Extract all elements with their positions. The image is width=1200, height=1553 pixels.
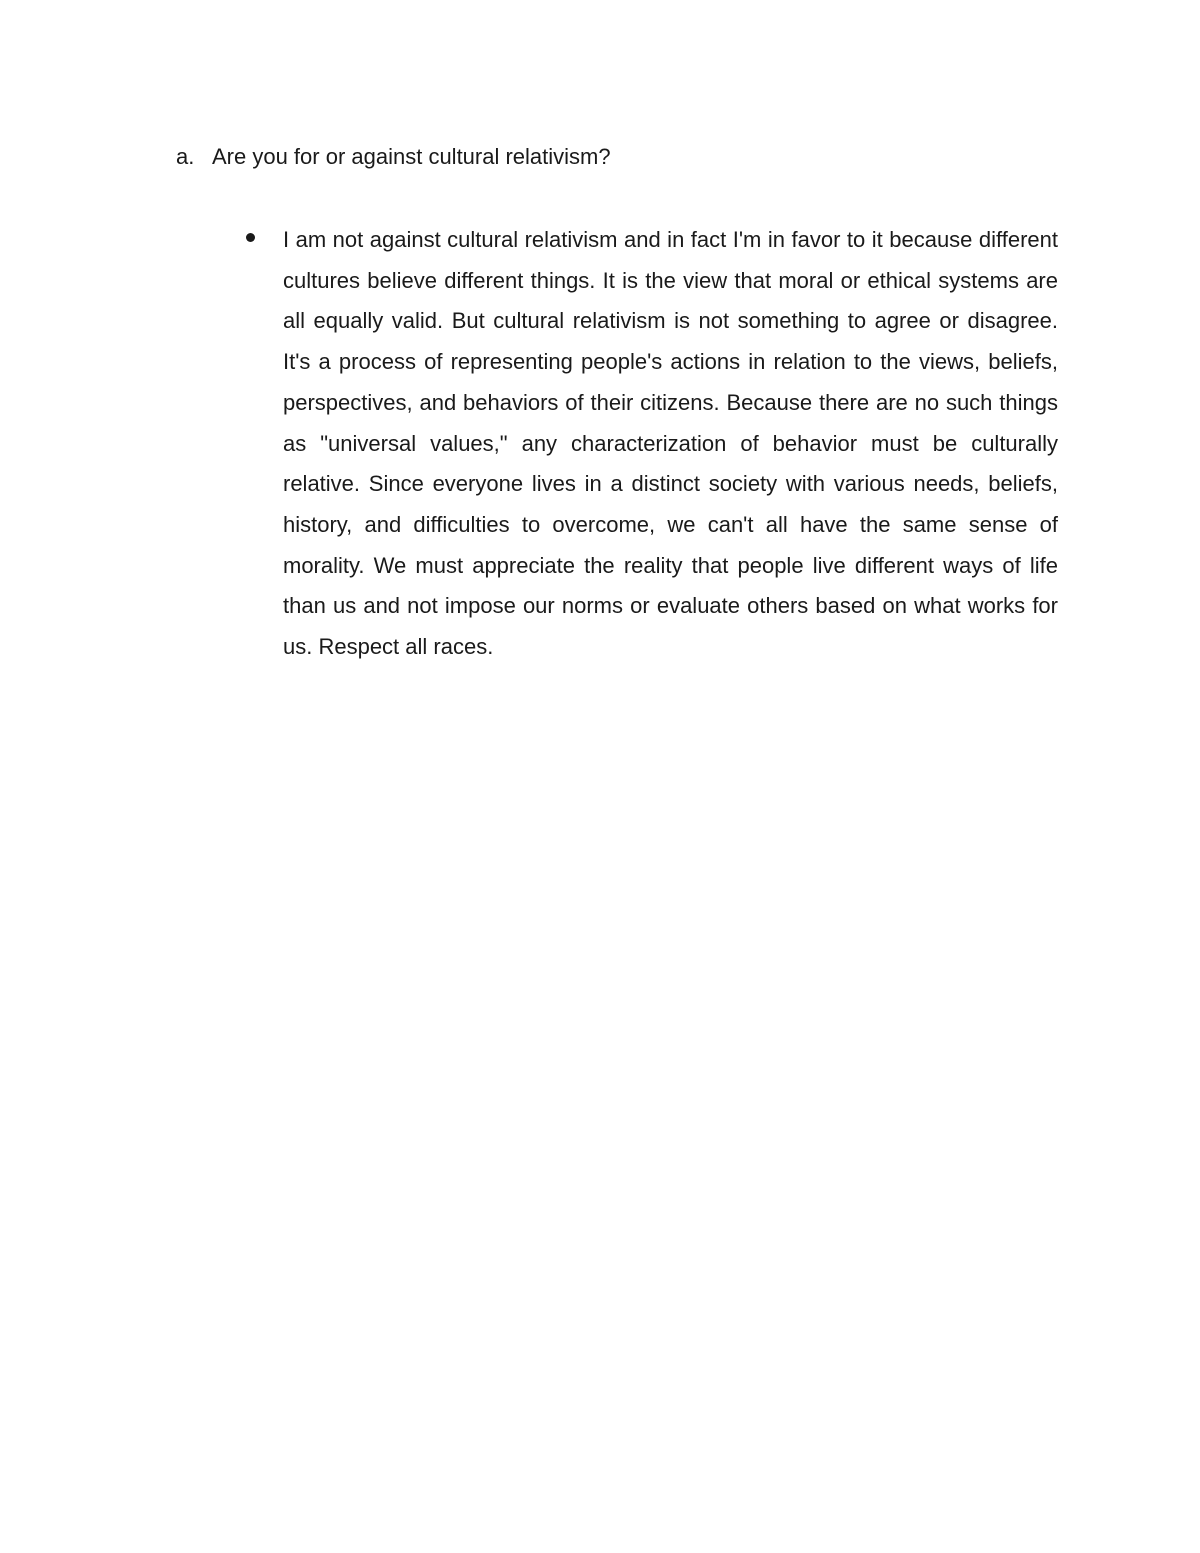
bullet-icon <box>246 233 255 242</box>
question-text: Are you for or against cultural relativism? <box>212 144 611 169</box>
answer-paragraph: I am not against cultural relativism and in fact I'm in favor to it because different cultures believe different things. It is the view that moral or ethical systems are all equally valid. But cultural relativism is not something to agree or disagree. It's a process of representing people's actions in relation to the views, beliefs, perspectives, and behaviors of their citizens. Because there are no such things as "universal values," any characterization of behavior must be culturally relative. Since everyone lives in a distinct society with various needs, beliefs, history, and difficulties to overcome, we can't all have the same sense of morality. We must appreciate the reality that people live different ways of life than us and not impose our norms or evaluate others based on what works for us. Respect all races. <box>283 227 1058 660</box>
question-list-marker: a. <box>176 144 195 169</box>
answer-item <box>246 220 1058 668</box>
question-item <box>176 142 611 172</box>
